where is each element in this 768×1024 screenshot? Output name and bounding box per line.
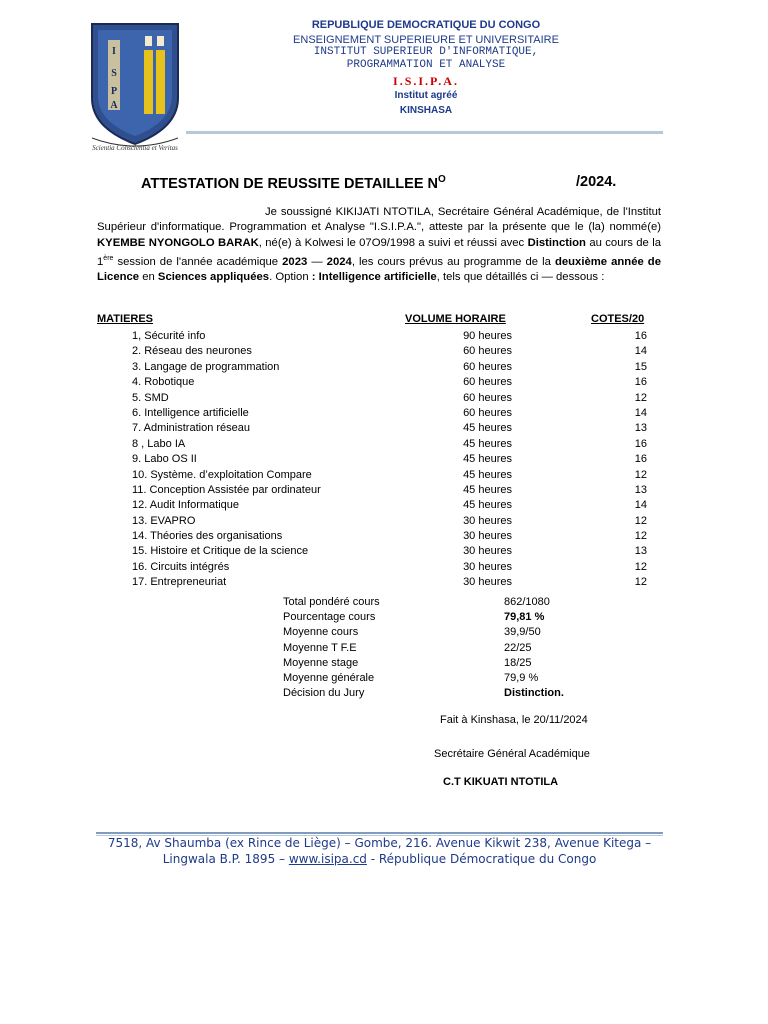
table-row [97,468,667,483]
course-grade: 14 [634,345,647,358]
course-name: 14. Théories des organisations [132,530,283,543]
attestation-paragraph [97,205,661,286]
course-hours: 45 heures [463,483,512,496]
summary-label: Total pondéré cours [283,596,380,608]
course-name: 3. Langage de programmation [132,360,280,373]
header-institute [186,46,666,72]
summary-row [283,625,613,640]
table-row [97,344,667,359]
footer-website-link[interactable]: www.isipa.cd [288,852,367,866]
table-row [97,375,667,390]
title-main: ATTESTATION DE REUSSITE DETAILLEE N [141,176,438,192]
course-grade: 12 [634,514,647,527]
table-row [97,529,667,544]
course-hours: 60 heures [463,376,512,389]
course-name: 5. SMD [132,391,169,404]
header-institute-line1: INSTITUT SUPERIEUR D'INFORMATIQUE, [313,46,539,58]
svg-text:A: A [110,100,118,111]
course-hours: 30 heures [463,545,512,558]
summary-row [283,686,613,701]
signer-name: C.T KIKUATI NTOTILA [443,776,559,788]
course-name: 9. Labo OS II [132,453,197,466]
course-hours: 60 heures [463,360,512,373]
table-row [97,329,667,344]
course-grade: 16 [634,453,647,466]
course-grade: 14 [634,499,647,512]
table-row [97,498,667,513]
course-hours: 45 heures [463,422,512,435]
header-institute-line2: PROGRAMMATION ET ANALYSE [346,59,506,71]
course-name: 1, Sécurité info [132,330,206,342]
header-divider [186,131,663,134]
course-hours: 30 heures [463,560,512,573]
course-grade: 16 [634,330,647,342]
table-row [97,406,667,421]
para-text-3: au cours de la 1 [97,236,661,268]
year-end: 2024 [326,255,352,268]
footer-line2-b: - République Démocratique du Congo [366,852,597,866]
svg-text:S: S [111,68,117,79]
course-hours: 45 heures [463,468,512,481]
field: Sciences appliquées [157,271,270,284]
courses-table [97,329,667,591]
table-row [97,483,667,498]
course-grade: 13 [634,422,647,435]
course-name: 12. Audit Informatique [132,499,240,512]
summary-label: Pourcentage cours [283,611,376,624]
footer-divider [96,832,663,834]
para-text-6: en [139,271,158,284]
course-grade: 12 [634,468,647,481]
course-hours: 60 heures [463,406,512,419]
summary-label: Moyenne cours [283,626,359,639]
course-hours: 60 heures [463,345,512,358]
header-status: Institut agréé [394,90,458,101]
table-row [97,575,667,590]
course-name: 4. Robotique [132,376,195,389]
level: deuxième année de Licence [97,255,661,284]
course-grade: 16 [634,437,647,450]
course-name: 17. Entrepreneuriat [132,576,227,589]
summary-row [283,595,613,610]
course-name: 10. Système. d’exploitation Compare [132,468,312,481]
summary-row [283,610,613,625]
summary-value: 39,9/50 [504,626,541,639]
table-row [97,391,667,406]
header-city: KINSHASA [399,105,453,116]
col-header-volume: VOLUME HORAIRE [405,313,506,325]
course-hours: 45 heures [463,499,512,512]
course-grade: 12 [634,576,647,589]
table-row [97,421,667,436]
header-country: REPUBLIQUE DEMOCRATIQUE DU CONGO [311,19,541,31]
para-text-8: , tels que détaillés ci — dessous : [436,271,605,284]
footer-line2-a: Lingwala B.P. 1895 – [162,852,289,866]
course-hours: 30 heures [463,514,512,527]
course-name: 2. Réseau des neurones [132,345,252,358]
course-grade: 14 [634,406,647,419]
course-grade: 12 [634,530,647,543]
table-row [97,437,667,452]
svg-text:P: P [110,86,118,97]
header-acronym: I.S.I.P.A. [393,74,459,88]
summary-row [283,641,613,656]
summary-value: 18/25 [504,656,532,669]
title-sup: O [438,174,446,185]
para-text-1: Je soussigné KIKIJATI NTOTILA, Secrétaire Général Académique, de l'Institut Supérieur d'informatique. Programmation et Analyse "I.S.I.P.A.", atteste par la présente que le (la) nommé(e) [97,206,661,234]
para-text-5: , les cours prévus au programme de la [351,255,555,268]
summary-value: 22/25 [504,641,532,654]
isipa-logo [88,20,182,155]
table-row [97,544,667,559]
summary-label: Moyenne T F.E [283,641,357,654]
summary-block [283,595,613,701]
header-ministry: ENSEIGNEMENT SUPERIEURE ET UNIVERSITAIRE [293,34,559,46]
mention: Distinction [527,236,586,249]
year-start: 2023 [282,255,308,268]
summary-row [283,671,613,686]
course-grade: 12 [634,560,647,573]
summary-row [283,656,613,671]
svg-text:I: I [112,46,116,57]
table-row [97,452,667,467]
course-name: 16. Circuits intégrés [132,560,230,573]
para-text-4: session de l'année académique [113,255,283,268]
option: : Intelligence artificielle [311,271,437,284]
summary-label: Décision du Jury [283,687,365,700]
signer-role: Secrétaire Général Académique [434,748,590,760]
summary-value: 79,81 % [504,611,545,624]
title-year: /2024. [576,174,617,190]
col-header-matieres: MATIERES [97,313,154,325]
course-grade: 13 [634,545,647,558]
course-hours: 90 heures [463,330,512,342]
course-name: 13. EVAPRO [132,514,196,527]
student-name: KYEMBE NYONGOLO BARAK [97,236,259,249]
para-sup: ère [103,255,114,263]
summary-value: 79,9 % [504,671,539,684]
para-text-2: , né(e) à Kolwesi le 07O9/1998 a suivi et réussi avec [258,236,528,249]
table-row [97,560,667,575]
course-name: 8 , Labo IA [132,437,186,450]
course-grade: 13 [634,483,647,496]
course-hours: 30 heures [463,576,512,589]
footer-address-line2 [96,852,663,866]
summary-label: Moyenne générale [283,671,375,684]
course-grade: 12 [634,391,647,404]
col-header-cotes: COTES/20 [591,313,645,325]
course-hours: 60 heures [463,391,512,404]
summary-value: 862/1080 [504,596,550,608]
course-name: 6. Intelligence artificielle [132,406,249,419]
place-date: Fait à Kinshasa, le 20/11/2024 [440,714,588,726]
course-hours: 45 heures [463,453,512,466]
course-grade: 16 [634,376,647,389]
table-row [97,514,667,529]
table-row [97,360,667,375]
course-name: 7. Administration réseau [132,422,251,435]
course-grade: 15 [634,360,647,373]
course-hours: 30 heures [463,530,512,543]
summary-label: Moyenne stage [283,656,359,669]
course-name: 11. Conception Assistée par ordinateur [132,483,321,496]
para-dash: — [307,255,327,268]
course-hours: 45 heures [463,437,512,450]
course-name: 15. Histoire et Critique de la science [132,545,309,558]
summary-value: Distinction. [504,687,564,700]
svg-text:Scientia Conscientia et Verita: Scientia Conscientia et Veritas [92,144,178,152]
document-title [141,174,446,192]
footer-address-line1: 7518, Av Shaumba (ex Rince de Liège) – Gombe, 216. Avenue Kikwit 238, Avenue Kitega – [107,836,652,850]
para-text-7: . Option [269,271,312,284]
